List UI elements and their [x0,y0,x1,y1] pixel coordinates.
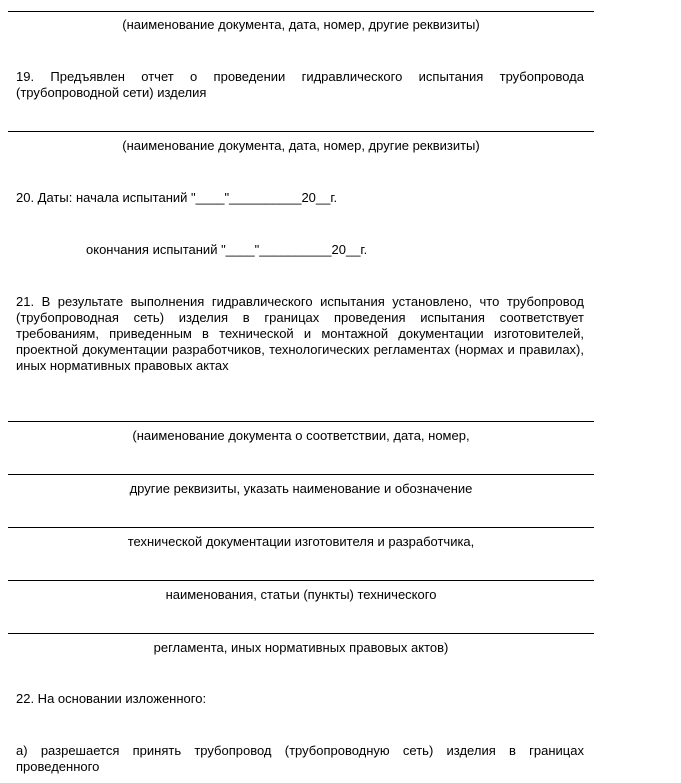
fill-line-21-5 [8,633,594,634]
item-22-sub-a: а) разрешается принять трубопровод (трубопроводную сеть) изделия в границах проведенного [16,743,584,774]
caption-document-requisites-19: (наименование документа, дата, номер, другие реквизиты) [122,138,480,153]
caption-21-line-4: наименования, статьи (пункты) технического [165,587,437,602]
item-21-text: 21. В результате выполнения гидравлического испытания установлено, что трубопровод (трубопроводная сеть) изделия в границах проведения испытания соответствует требованиям, приведенным в технической и монтажной документации изготовителей, проектной документации разработчиков, технологических регламентах (нормах и правилах), иных нормативных правовых актах [16,294,584,373]
item-20-end-date: окончания испытаний "____"__________20__г. [86,242,368,257]
fill-line-top [8,11,594,12]
caption-21-line-3: технической документации изготовителя и разработчика, [127,534,475,549]
caption-21-line-2: другие реквизиты, указать наименование и обозначение [129,481,473,496]
fill-line-21-3 [8,527,594,528]
fill-line-21-4 [8,580,594,581]
item-22-text: 22. На основании изложенного: [16,691,207,706]
item-20-start-date: 20. Даты: начала испытаний "____"__________20__г. [16,190,338,205]
fill-line-21-1 [8,421,594,422]
fill-line-21-2 [8,474,594,475]
caption-document-requisites-top: (наименование документа, дата, номер, другие реквизиты) [122,17,480,32]
caption-21-line-5: регламента, иных нормативных правовых актов) [153,640,449,655]
caption-21-line-1: (наименование документа о соответствии, дата, номер, [132,428,470,443]
item-19-text: 19. Предъявлен отчет о проведении гидравлического испытания трубопровода (трубопроводной сети) изделия [16,69,584,100]
fill-line-19 [8,131,594,132]
